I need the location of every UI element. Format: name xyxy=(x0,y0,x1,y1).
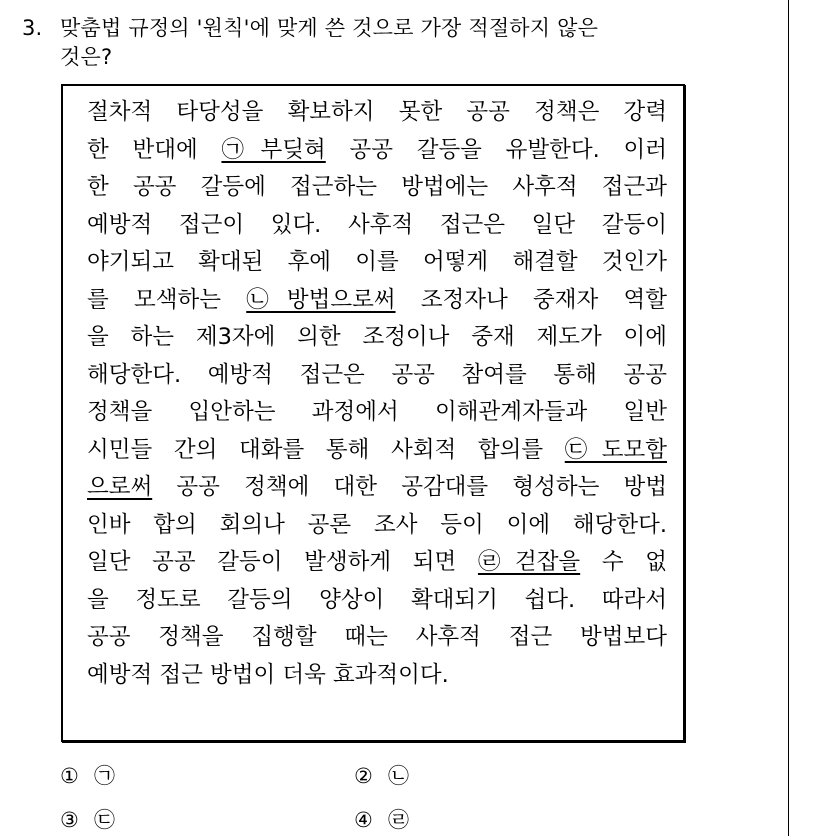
passage-line xyxy=(87,319,667,357)
question-text-line-1: 맞춤법 규정의 '원칙'에 맞게 쓴 것으로 가장 적절하지 않은 xyxy=(60,16,599,40)
passage-line xyxy=(87,357,667,395)
passage-box xyxy=(61,84,685,742)
passage-line xyxy=(87,469,667,507)
passage-segment: 조정자나 중재자 역할 xyxy=(395,286,667,313)
passage-line xyxy=(87,94,667,132)
choice-2[interactable] xyxy=(354,760,409,790)
underlined-expression: 으로써 xyxy=(87,474,153,500)
passage-segment: 한 공공 갈등에 접근하는 방법에는 사후적 접근과 xyxy=(87,174,667,200)
passage-segment: 공공 정책에 대한 공감대를 형성하는 방법 xyxy=(152,474,667,500)
passage-line xyxy=(87,657,667,695)
passage-line xyxy=(87,582,667,620)
passage-segment: 공공 갈등을 유발한다. 이러 xyxy=(325,136,667,163)
choice-3[interactable] xyxy=(60,804,115,834)
passage-segment: 예방적 접근 방법이 더욱 효과적이다. xyxy=(87,661,449,688)
choice-3-number: ③ xyxy=(60,808,79,832)
underlined-expression: ㉠부딪혀 xyxy=(221,136,326,163)
underlined-expression: ㉣걷잡을 xyxy=(477,549,581,575)
passage-segment: 수 없 xyxy=(580,549,667,575)
question-stem xyxy=(22,14,762,72)
passage-segment: 을 하는 제3자에 의한 조정이나 중재 제도가 이에 xyxy=(87,324,667,350)
passage-line xyxy=(87,244,667,282)
passage-segment: 절차적 타당성을 확보하지 못한 공공 정책은 강력 xyxy=(87,99,667,125)
choice-4-number: ④ xyxy=(354,808,373,832)
passage-line xyxy=(87,394,667,432)
question-line-1 xyxy=(22,14,762,43)
passage-line xyxy=(87,282,667,320)
underlined-expression: ㉢도모함 xyxy=(564,436,667,463)
page-column-rule xyxy=(788,0,789,836)
passage-line xyxy=(87,169,667,207)
choice-1-number: ① xyxy=(60,764,79,788)
passage-segment: 한 반대에 xyxy=(87,136,222,163)
passage-line xyxy=(87,507,667,545)
choice-4[interactable] xyxy=(354,804,409,834)
passage-segment: 을 정도로 갈등의 양상이 확대되기 쉽다. 따라서 xyxy=(87,586,667,613)
passage-segment: 시민들 간의 대화를 통해 사회적 합의를 xyxy=(87,436,565,463)
choice-3-label: ㉢ xyxy=(94,808,115,832)
passage-line xyxy=(87,207,667,245)
passage-segment: 인바 합의 회의나 공론 조사 등이 이에 해당한다. xyxy=(87,511,667,538)
passage-text xyxy=(87,94,667,694)
choice-2-number: ② xyxy=(354,764,373,788)
passage-segment: 예방적 접근이 있다. 사후적 접근은 일단 갈등이 xyxy=(87,211,667,238)
passage-segment: 를 모색하는 xyxy=(87,286,247,313)
choice-1-label: ㉠ xyxy=(94,764,115,788)
passage-segment: 공공 정책을 집행할 때는 사후적 접근 방법보다 xyxy=(87,624,667,650)
question-number: 3. xyxy=(22,16,43,40)
passage-segment: 야기되고 확대된 후에 이를 어떻게 해결할 것인가 xyxy=(87,249,667,275)
passage-segment: 정책을 입안하는 과정에서 이해관계자들과 일반 xyxy=(87,399,667,425)
choice-1[interactable] xyxy=(60,760,115,790)
choice-4-label: ㉣ xyxy=(388,808,409,832)
passage-segment: 일단 공공 갈등이 발생하게 되면 xyxy=(87,549,478,575)
passage-segment: 해당한다. 예방적 접근은 공공 참여를 통해 공공 xyxy=(87,361,667,388)
question-text-line-2: 것은? xyxy=(60,45,113,69)
passage-line xyxy=(87,544,667,582)
passage-line xyxy=(87,432,667,470)
passage-line xyxy=(87,619,667,657)
passage-line xyxy=(87,132,667,170)
underlined-expression: ㉡방법으로써 xyxy=(246,286,396,313)
choice-2-label: ㉡ xyxy=(388,764,409,788)
